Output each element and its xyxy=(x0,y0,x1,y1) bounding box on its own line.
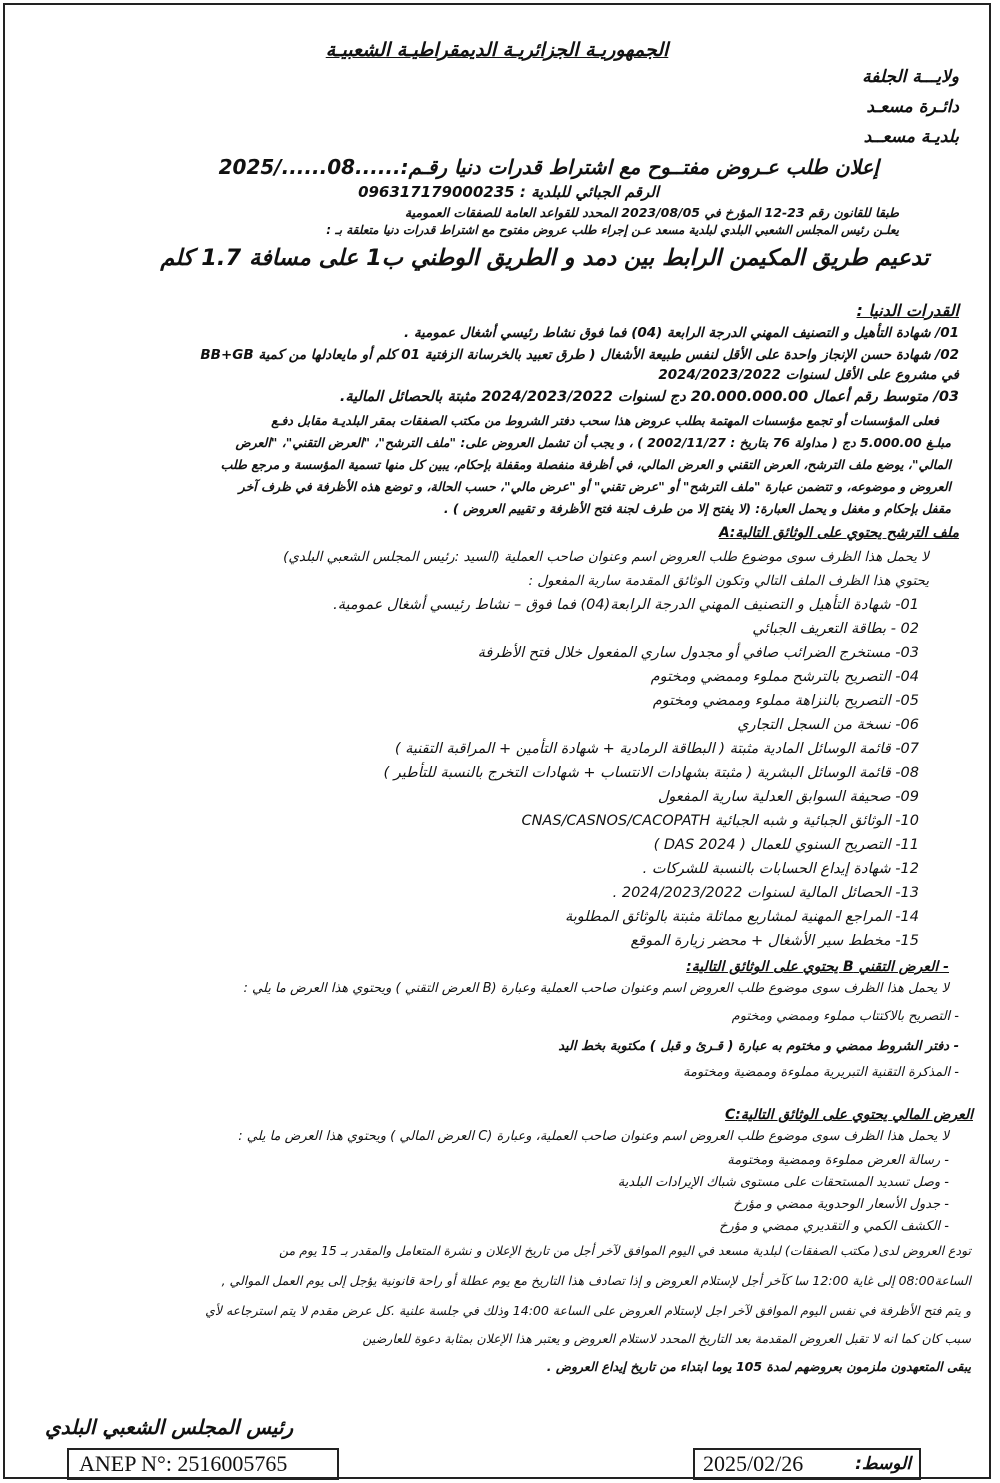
anep-number: ANEP N°: 2516005765 xyxy=(79,1451,288,1476)
file-a-item: 03- مستخرج الضرائب صافي أو مجدول ساري المفعول خلال فتح الأظرفة xyxy=(477,645,919,661)
file-a-line-1: لا يحمل هذا الظرف سوى موضوع طلب العروض اسم وعنوان صاحب العملية (السيد :رئيس المجلس الشعبي البلدي) xyxy=(283,549,929,565)
intro-line-2: مبلـغ 5.000.00 دج ( مداولة 76 بتاريخ : 2002/11/27 ) ، و يجب أن تشمل العروض على: "ملف الترشح"، "العرض التقني"، "العرض xyxy=(235,435,951,450)
file-a-item: 15- مخطط سير الأشغال + محضر زيارة الموقع xyxy=(630,933,919,949)
announcement-line: يعلـن رئيس المجلس الشعبي البلدي لبلدية مسعد عـن إجراء طلب عروض مفتوح مع اشتراط قدرات دنيا متعلقة بـ : xyxy=(326,223,899,237)
notice-title: إعلان طلب عـروض مفتــوح مع اشتراط قدرات دنيا رقـم:......08....../2025 xyxy=(218,155,879,179)
file-a-item: 01- شهادة التأهيل و التصنيف المهني الدرجة الرابعة(04) فما فوق – نشاط رئيسي أشغال عمومية. xyxy=(333,597,919,613)
file-a-item: 05- التصريح بالنزاهة مملوء وممضي ومختوم xyxy=(652,693,919,709)
commune-label: بلديـة مسعــد xyxy=(863,127,959,147)
file-c-line: - وصل تسديد المستحقات على مستوى شباك الإيرادات البلدية xyxy=(617,1175,949,1190)
intro-line-3: المالي"، يوضع ملف الترشح، العرض التقني و العرض المالي، في أظرفة منفصلة ومقفلة بإحكام، يبين كل منها تسمية المؤسسة و مرجع طلب xyxy=(220,457,951,472)
file-b-line: - التصريح بالاكتتاب مملوء وممضي ومختوم xyxy=(731,1009,959,1024)
file-a-line-2: يحتوي هذا الظرف الملف التالي وتكون الوثائق المقدمة سارية المفعول : xyxy=(528,573,929,589)
file-b-heading: - العرض التقني B يحتوي على الوثائق التالية: xyxy=(686,959,949,975)
file-b-line: - دفتر الشروط ممضي و مختوم به عبارة ( قـرئ و قبل ) مكتوبة بخط اليد xyxy=(558,1039,959,1054)
publication-date: 2025/02/26 xyxy=(703,1451,804,1476)
closing-line: الساعة08:00 إلى غاية 12:00 سا كآخر أجل لإستلام العروض و إذا تصادف هذا التاريخ مع يوم عطلة أو راحة قانونية يؤجل إلى يوم العمل الموالي , xyxy=(221,1273,971,1288)
law-reference: طبقا للقانون رقم 23-12 المؤرخ في 2023/08/05 المحدد للقواعد العامة للصفقات العمومية xyxy=(404,205,899,220)
file-a-item: 06- نسخة من السجل التجاري xyxy=(737,717,919,733)
file-b-line: لا يحمل هذا الظرف سوى موضوع طلب العروض اسم وعنوان صاحب العملية وعبارة (B العرض التقني ) ويحتوي هذا العرض ما يلي : xyxy=(243,981,949,996)
wasat-box xyxy=(693,1448,921,1480)
capacity-line-1: 01/ شهادة التأهيل و التصنيف المهني الدرجة الرابعة (04) فما فوق نشاط رئيسي أشغال عمومية . xyxy=(403,325,959,341)
tax-id: الرقم الجبائي للبلدية : 096317179000235 xyxy=(358,183,659,201)
daira-label: دائـرة مسعـد xyxy=(866,97,959,117)
closing-line: سبب كان كما انه لا تقبل العروض المقدمة بعد التاريخ المحدد لاستلام العروض و يعتبر هذا الإعلان بمثابة دعوة للعارضين xyxy=(362,1331,971,1346)
notice-page xyxy=(3,3,991,1479)
intro-line-5: مقفل بإحكام و مغفل و يحمل العبارة: (لا يفتح إلا من طرف لجنة فتح الأظرفة و تقييم العروض ) . xyxy=(443,501,951,516)
file-a-item: 02 - بطاقة التعريف الجبائي xyxy=(752,621,919,637)
wilaya-label: ولايـــة الجلفة xyxy=(862,67,959,87)
file-a-item: 13- الحصائل المالية لسنوات 2024/2023/2022 . xyxy=(612,885,919,901)
file-a-item: 14- المراجع المهنية لمشاريع مماثلة مثبتة بالوثائق المطلوبة xyxy=(564,909,919,925)
file-a-item: 12- شهادة إيداع الحسابات بالنسبة للشركات . xyxy=(642,861,919,877)
closing-line: يبقى المتعهدون ملزمون بعروضهم لمدة 105 يوما ابتداء من تاريخ إيداع العروض . xyxy=(546,1359,971,1374)
file-c-line: لا يحمل هذا الظرف سوى موضوع طلب العروض اسم وعنوان صاحب العملية، وعبارة (C العرض المالي ) ويحتوي هذا العرض ما يلي : xyxy=(238,1129,949,1144)
capacity-line-4: 03/ متوسط رقم أعمال 20.000.000.00 دج لسنوات 2024/2023/2022 مثبتة بالحصائل المالية. xyxy=(339,389,959,405)
republic-title: الجمهوريـة الجزائريـة الديمقراطيـة الشعبيـة xyxy=(325,39,669,61)
signature-title: رئيس المجلس الشعبي البلدي xyxy=(45,1415,294,1439)
capacity-line-2: 02/ شهادة حسن الإنجاز واحدة على الأقل لنفس طبيعة الأشغال ( طرق تعبيد بالخرسانة الزفتية 01 كلم أو مايعادلها من كمية BB+GB xyxy=(200,347,959,363)
file-c-heading: العرض المالي يحتوي على الوثائق التالية:C xyxy=(724,1107,973,1123)
intro-line-4: العروض و موضوعه، و تتضمن عبارة "ملف الترشح" أو "عرض تقني" أو "عرض مالي"، حسب الحالة، و توضع هذه الأظرفة في ظرف آخر xyxy=(238,479,951,494)
closing-line: و يتم فتح الأظرفة في نفس اليوم الموافق لآخر اجل لإستلام العروض على الساعة 14:00 وذلك في جلسة علنية .كل عرض مقدم لا يتم استرجاعه لأي xyxy=(205,1303,971,1318)
anep-box xyxy=(67,1448,339,1480)
closing-line: تودع العروض لدى( مكتب الصفقات) لبلدية مسعد في اليوم الموافق لآخر أجل من تاريخ الإعلان و نشرة المتعامل والمقدر بـ 15 يوم من xyxy=(278,1243,971,1258)
file-c-line: - جدول الأسعار الوحدوية ممضي و مؤرخ xyxy=(733,1197,949,1212)
file-a-item: 08- قائمة الوسائل البشرية ( مثبتة بشهادات الانتساب + شهادات التخرج بالنسبة للتأطير ) xyxy=(383,765,919,781)
intro-line-1: فعلى المؤسسات أو تجمع مؤسسات المهتمة بطلب عروض هذا سحب دفتر الشروط من مكتب الصفقات بمقر البلديـة مقابل دفـع xyxy=(271,413,939,428)
file-c-line: - رسالة العرض مملوءة وممضية ومختومة xyxy=(727,1153,949,1168)
wasat-label: الوسط: xyxy=(855,1454,911,1474)
file-a-heading: ملف الترشح يحتوي على الوثائق التالية:A xyxy=(718,525,959,541)
file-a-item: 11- التصريح السنوي للعمال ( DAS 2024 ) xyxy=(653,837,919,853)
capacity-line-3: في مشروع على الأقل لسنوات 2024/2023/2022 xyxy=(658,367,959,383)
file-a-item: 07- قائمة الوسائل المادية مثبتة ( البطاقة الرمادية + شهادة التأمين + المراقبة التقنية ) xyxy=(394,741,919,757)
file-a-item: 04- التصريح بالترشح مملوء وممضي ومختوم xyxy=(650,669,919,685)
capacities-heading: القدرات الدنيا : xyxy=(856,301,959,320)
project-title: تدعيم طريق المكيمن الرابط بين دمد و الطريق الوطني ب1 على مسافة 1.7 كلم xyxy=(160,245,929,271)
file-c-line: - الكشف الكمي و التقديري ممضي و مؤرخ xyxy=(719,1219,949,1234)
file-a-item: 10- الوثائق الجبائية و شبه الجبائية CNAS/CASNOS/CACOPATH xyxy=(521,813,919,829)
file-b-line: - المذكرة التقنية التبريرية مملوءة وممضية ومختومة xyxy=(683,1065,959,1080)
file-a-item: 09- صحيفة السوابق العدلية سارية المفعول xyxy=(657,789,919,805)
